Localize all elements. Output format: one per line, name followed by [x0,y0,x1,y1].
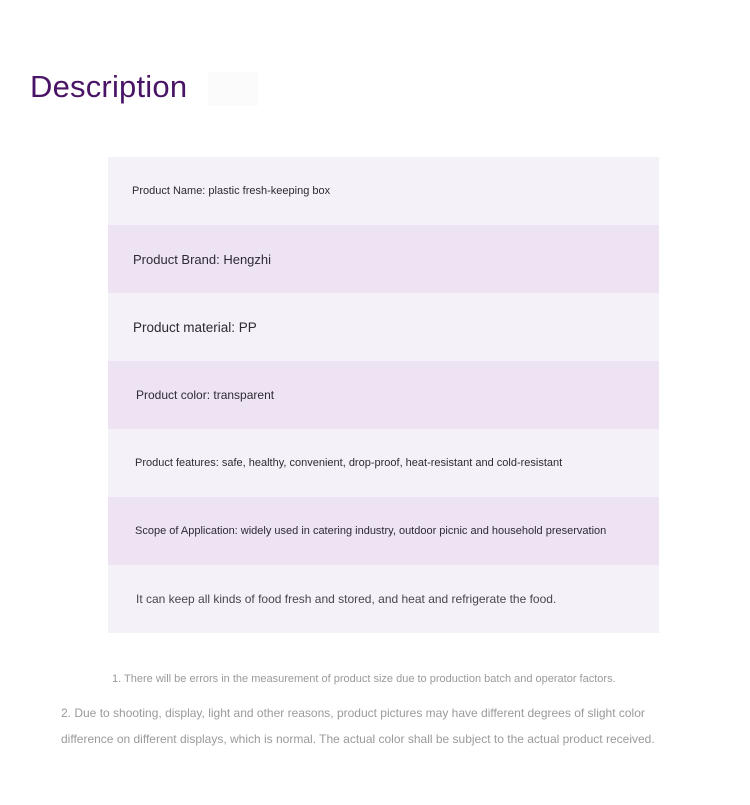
spec-text: It can keep all kinds of food fresh and stored, and heat and refrigerate the food. [136,592,557,606]
spec-text: Product features: safe, healthy, convenient, drop-proof, heat-resistant and cold-resistant [135,457,563,469]
spec-text: Product material: PP [133,319,257,335]
spec-text: Product Brand: Hengzhi [133,251,272,267]
spec-row-product-brand [108,225,659,293]
note-size-error: 1. There will be errors in the measurement of product size due to production batch and operator factors. [112,673,616,685]
spec-row-product-material [108,293,659,361]
spec-text: Scope of Application: widely used in catering industry, outdoor picnic and household preservation [135,525,607,537]
page-title: Description [30,69,188,104]
spec-row-usage [108,565,659,633]
title-decoration [208,72,258,106]
spec-row-scope-of-application [108,497,659,565]
spec-row-product-name [108,157,659,225]
spec-table [108,157,659,633]
spec-text: Product color: transparent [136,388,275,402]
spec-text: Product Name: plastic fresh-keeping box [132,185,331,197]
spec-row-product-color [108,361,659,429]
note-color-difference: 2. Due to shooting, display, light and other reasons, product pictures may have different degrees of slight color difference on different displays, which is normal. The actual color shall be subject to the actual product received. [61,706,655,746]
spec-row-product-features [108,429,659,497]
